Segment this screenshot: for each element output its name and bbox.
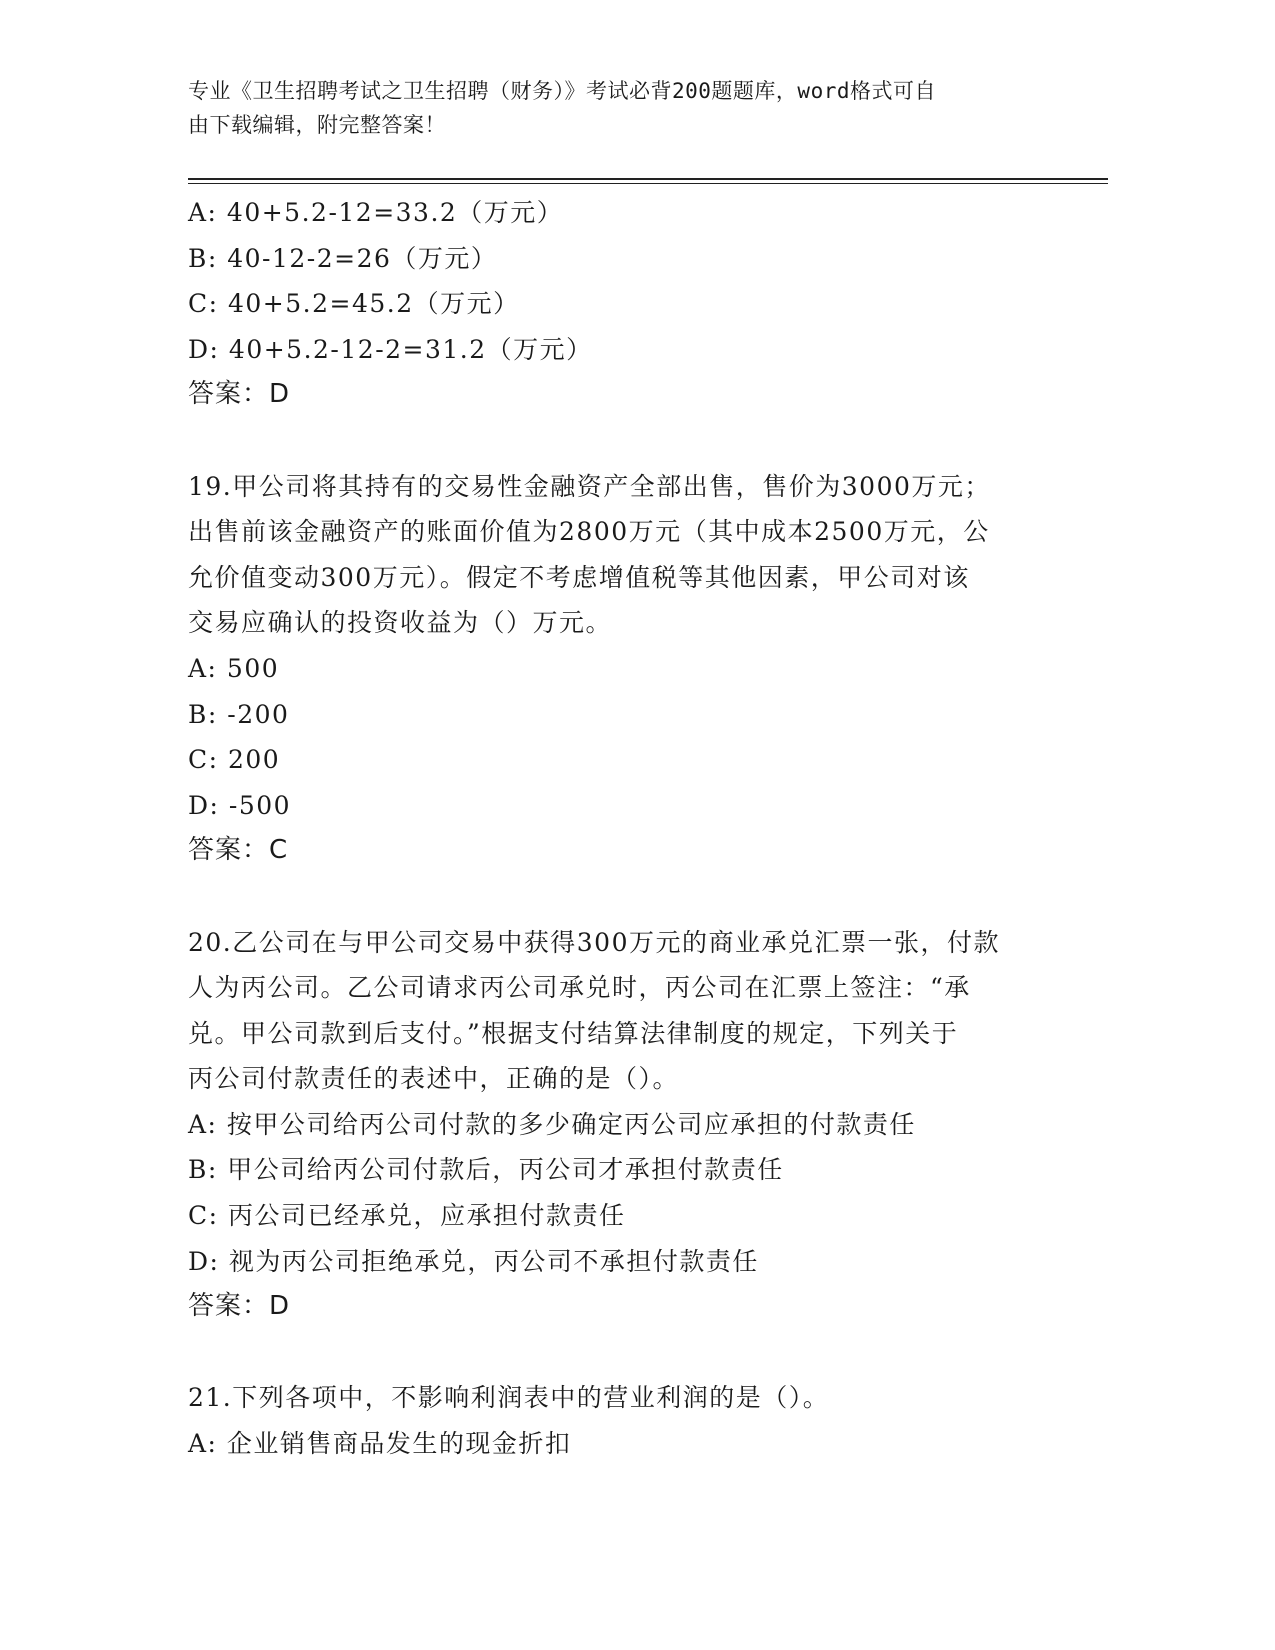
document-header — [188, 74, 1068, 142]
question-stem-line: 20.乙公司在与甲公司交易中获得300万元的商业承兑汇票一张，付款 — [188, 927, 1000, 957]
option-a: A: 500 — [188, 653, 280, 683]
spacer — [188, 1330, 1088, 1376]
question-stem-line: 丙公司付款责任的表述中，正确的是（）。 — [188, 1064, 680, 1094]
question-stem-line: 允价值变动300万元）。假定不考虑增值税等其他因素，甲公司对该 — [188, 562, 970, 592]
option-c: C: 40+5.2=45.2（万元） — [188, 289, 520, 319]
question-18 — [188, 190, 1088, 418]
question-20 — [188, 920, 1088, 1330]
header-line-2: 由下载编辑，附完整答案！ — [188, 113, 446, 137]
spacer — [188, 874, 1088, 920]
header-divider-thick — [188, 178, 1108, 180]
question-19 — [188, 464, 1088, 874]
header-line-1: 专业《卫生招聘考试之卫生招聘（财务）》考试必背200题题库，word格式可自 — [188, 79, 936, 103]
question-stem-line: 交易应确认的投资收益为（）万元。 — [188, 608, 613, 638]
option-b: B: 40-12-2=26（万元） — [188, 243, 498, 273]
option-b: B: -200 — [188, 699, 290, 729]
question-stem-line: 兑。甲公司款到后支付。”根据支付结算法律制度的规定，下列关于 — [188, 1018, 959, 1048]
spacer — [188, 418, 1088, 464]
question-21 — [188, 1375, 1088, 1466]
question-stem-line: 人为丙公司。乙公司请求丙公司承兑时，丙公司在汇票上签注：“承 — [188, 973, 971, 1003]
option-a: A: 按甲公司给丙公司付款的多少确定丙公司应承担的付款责任 — [188, 1109, 916, 1139]
header-divider-thin — [188, 183, 1108, 184]
option-d: D: -500 — [188, 790, 292, 820]
question-stem-line: 19.甲公司将其持有的交易性金融资产全部出售，售价为3000万元； — [188, 471, 991, 501]
question-stem-line: 21.下列各项中，不影响利润表中的营业利润的是（）。 — [188, 1383, 830, 1413]
option-d: D: 40+5.2-12-2=31.2（万元） — [188, 334, 593, 364]
question-stem-line: 出售前该金融资产的账面价值为2800万元（其中成本2500万元，公 — [188, 517, 990, 547]
option-a: A: 40+5.2-12=33.2（万元） — [188, 198, 564, 227]
document-body — [188, 190, 1088, 1467]
option-c: C: 丙公司已经承兑，应承担付款责任 — [188, 1201, 626, 1231]
answer: 答案：D — [188, 1291, 291, 1322]
option-d: D: 视为丙公司拒绝承兑，丙公司不承担付款责任 — [188, 1246, 759, 1276]
answer: 答案：D — [188, 379, 291, 410]
option-c: C: 200 — [188, 745, 281, 775]
answer: 答案：C — [188, 835, 289, 866]
option-b: B: 甲公司给丙公司付款后，丙公司才承担付款责任 — [188, 1155, 784, 1185]
option-a: A: 企业销售商品发生的现金折扣 — [188, 1429, 572, 1459]
